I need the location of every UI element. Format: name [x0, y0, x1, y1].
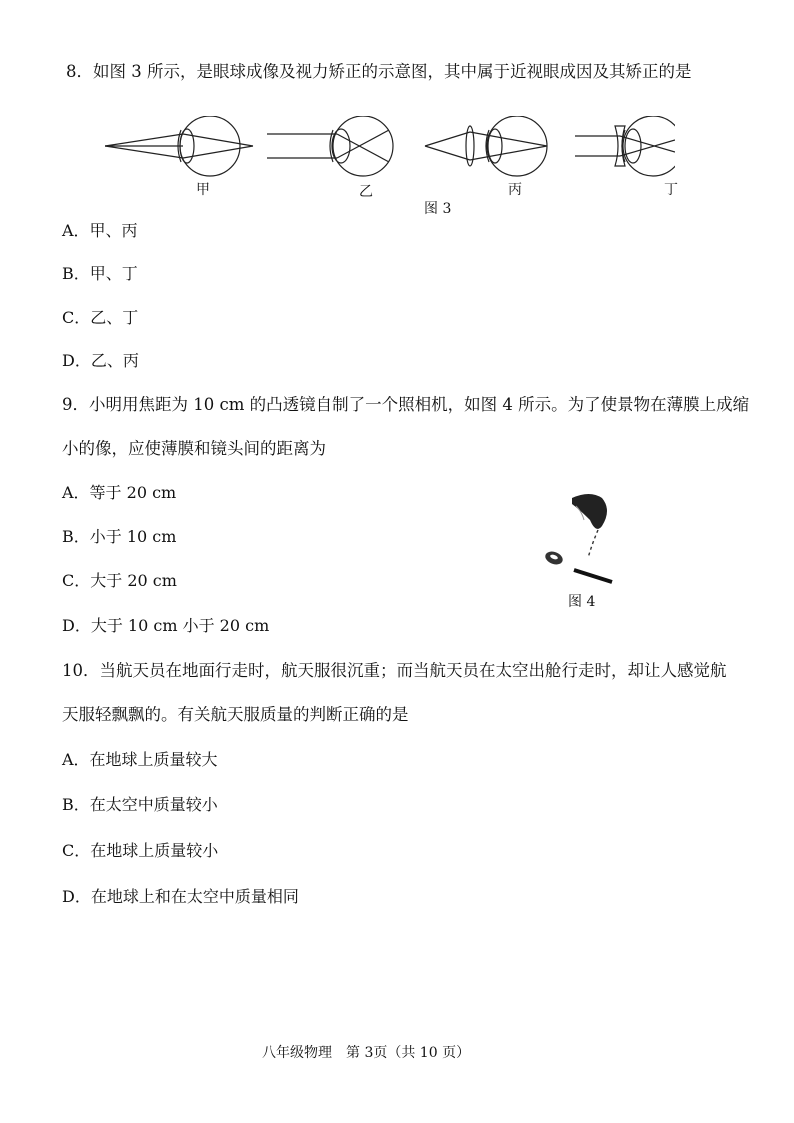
- figure-label-ding: 丁: [664, 182, 678, 198]
- q10-option-a: A．在地球上质量较大: [62, 750, 218, 769]
- eye-diagram-ding: [575, 116, 675, 176]
- q10-option-c: C．在地球上质量较小: [62, 841, 219, 860]
- q8-option-a: A．甲、丙: [62, 221, 138, 240]
- q8-stem: 8．如图 3 所示，是眼球成像及视力矫正的示意图，其中属于近视眼成因及其矫正的是: [66, 62, 692, 81]
- q9-option-b: B．小于 10 cm: [62, 527, 177, 546]
- figure-label-yi: 乙: [359, 184, 373, 200]
- figure-3-caption: 图 3: [424, 201, 452, 217]
- q8-option-b: B．甲、丁: [62, 264, 138, 283]
- figure-4-caption: 图 4: [568, 594, 596, 610]
- eye-diagram-yi: [267, 116, 393, 176]
- q8-option-c: C．乙、丁: [62, 308, 139, 327]
- q9-option-d: D．大于 10 cm 小于 20 cm: [62, 616, 270, 635]
- q10-stem-line2: 天服轻飘飘的。有关航天服质量的判断正确的是: [62, 705, 409, 724]
- q9-stem-line2: 小的像，应使薄膜和镜头间的距离为: [62, 439, 326, 458]
- figure-label-jia: 甲: [196, 182, 210, 198]
- figure-3-eye-diagrams: [105, 116, 675, 180]
- figure-label-bing: 丙: [508, 182, 522, 198]
- q8-option-d: D．乙、丙: [62, 351, 139, 370]
- eye-diagram-jia: [105, 116, 253, 176]
- eye-diagram-bing: [425, 116, 547, 176]
- q10-stem-line1: 10．当航天员在地面行走时，航天服很沉重；而当航天员在太空出舱行走时，却让人感觉航: [62, 661, 727, 680]
- q9-option-c: C．大于 20 cm: [62, 571, 177, 590]
- q9-stem-line1: 9．小明用焦距为 10 cm 的凸透镜自制了一个照相机，如图 4 所示。为了使景物在薄膜上成缩: [62, 395, 750, 414]
- page-footer: 八年级物理 第 3页（共 10 页）: [262, 1045, 471, 1061]
- figure-4-camera-sketch: [540, 490, 620, 590]
- q10-option-d: D．在地球上和在太空中质量相同: [62, 887, 299, 906]
- q9-option-a: A．等于 20 cm: [62, 483, 177, 502]
- q10-option-b: B．在太空中质量较小: [62, 795, 218, 814]
